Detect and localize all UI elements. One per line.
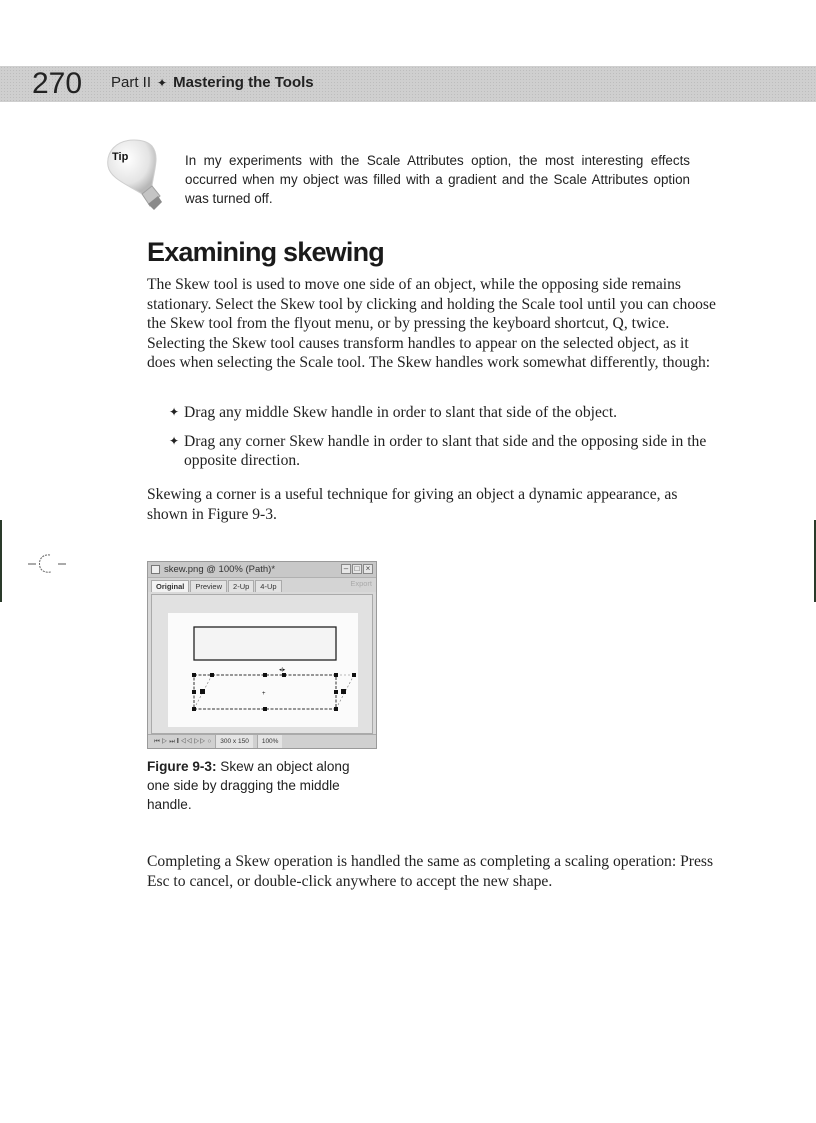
bullet-list (169, 403, 717, 480)
tab-4up: 4-Up (255, 580, 281, 592)
registration-mark-icon (28, 552, 66, 576)
bullet-item: ✦ Drag any corner Skew handle in order to slant that side and the opposing side in the opposite direction. (169, 432, 707, 470)
diamond-bullet-icon: ✦ (169, 433, 180, 448)
zoom-level: 100% (257, 735, 283, 748)
section-heading: Examining skewing (147, 237, 384, 267)
lightbulb-tip-icon (104, 136, 174, 214)
diamond-separator-icon: ✦ (157, 76, 168, 90)
image-dimensions: 300 x 150 (215, 735, 253, 748)
body-paragraph: Completing a Skew operation is handled the same as completing a scaling operation: Press Esc to cancel, or double-click anywhere to accept the new shape. (147, 853, 714, 890)
window-title-bar (148, 562, 376, 578)
svg-text:+: + (262, 691, 266, 697)
running-head (111, 72, 314, 94)
figure-canvas (151, 594, 373, 734)
tab-original: Original (151, 580, 189, 592)
chapter-title: Mastering the Tools (173, 74, 314, 91)
page-number: 270 (32, 67, 83, 100)
figure-screenshot-window (147, 561, 377, 749)
export-icon: Export (350, 579, 372, 588)
bullet-item: ✦ Drag any middle Skew handle in order to slant that side of the object. (169, 404, 618, 421)
body-paragraph: Skewing a corner is a useful technique for giving an object a dynamic appearance, as shown in Figure 9-3. (147, 486, 678, 523)
maximize-icon: □ (352, 564, 362, 574)
close-icon: × (363, 564, 373, 574)
tab-2up: 2-Up (228, 580, 254, 592)
caption-text: Skew an object along one side by dragging the middle handle. (147, 759, 350, 812)
crop-mark-left (0, 520, 2, 602)
svg-text:Tip: Tip (112, 151, 129, 163)
tip-text: In my experiments with the Scale Attributes option, the most interesting effects occurred when my object was filled with a gradient and the Scale Attributes option was turned off. (185, 153, 690, 206)
window-title: skew.png @ 100% (Path)* (164, 564, 276, 575)
status-bar (148, 734, 376, 748)
caption-label: Figure 9-3: (147, 759, 217, 774)
window-controls (341, 564, 373, 574)
playback-controls: ⏮ ▷ ⏭ ❙ ◁◁ ▷▷ ○ (154, 738, 212, 745)
body-paragraph: The Skew tool is used to move one side of an object, while the opposing side remains stationary. Select the Skew tool by clicking and holding the Scale tool until you can choose the Skew tool from the flyout menu, or by pressing the keyboard shortcut, Q, twice. Selecting the Skew tool causes transform handles to appear on the selected object, as it does when selecting the Scale tool. The Skew handles work somewhat differently, though: (147, 276, 716, 372)
canvas-artboard (168, 613, 358, 727)
minimize-icon: – (341, 564, 351, 574)
document-icon (151, 565, 160, 574)
view-tabs (148, 578, 376, 592)
diamond-bullet-icon: ✦ (169, 405, 180, 419)
part-label: Part II (111, 74, 152, 91)
svg-text:◂|▸: ◂|▸ (279, 667, 286, 673)
tab-preview: Preview (190, 580, 227, 592)
figure-caption (147, 757, 372, 814)
